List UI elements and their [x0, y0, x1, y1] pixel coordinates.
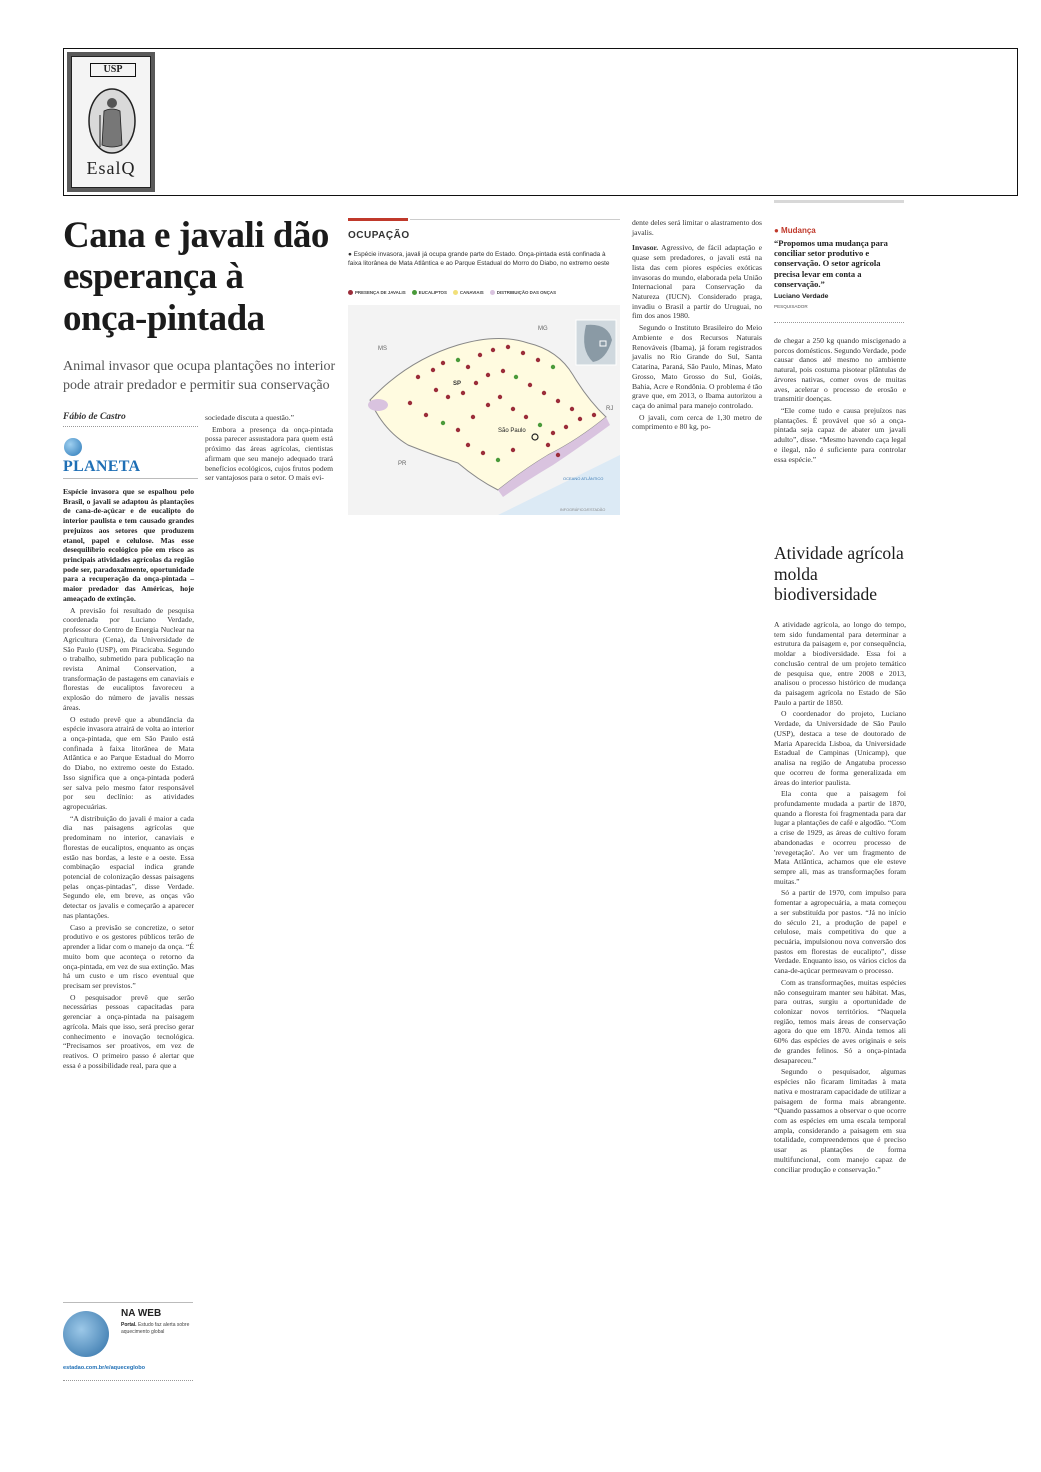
- boar-presence-dot: [570, 407, 574, 411]
- pull-quote: “Propomos uma mudança para conciliar setor produtivo e conservação. O setor agrícola precisa levar em conta a conservação.”: [774, 238, 888, 289]
- section-label: PLANETA: [63, 458, 141, 475]
- map-label-mg: MG: [538, 326, 548, 332]
- boar-presence-dot: [408, 401, 412, 405]
- map-caption: ● Espécie invasora, javali já ocupa grande parte do Estado. Onça-pintada está confinada à faixa litorânea de Mata Atlântica e ao Parque Estadual do Morro do Diabo, no extremo oeste: [348, 251, 610, 267]
- boar-presence-dot: [441, 361, 445, 365]
- boar-presence-dot: [551, 431, 555, 435]
- boar-presence-dot: [538, 423, 542, 427]
- logo-esalq-text: EsalQ: [86, 158, 136, 178]
- boar-presence-dot: [542, 391, 546, 395]
- boar-presence-dot: [501, 369, 505, 373]
- sao-paulo-map: [348, 305, 620, 515]
- boar-presence-dot: [506, 345, 510, 349]
- web-heading: NA WEB: [121, 1308, 162, 1319]
- boar-presence-dot: [511, 407, 515, 411]
- map-label-pr: PR: [398, 461, 407, 467]
- boar-presence-dot: [434, 388, 438, 392]
- paragraph: A atividade agrícola, ao longo do tempo, tem sido fundamental para determinar a estrutura da paisagem e, por consequência, moldar a biodiversidade. Essa foi a conclusão central de um projeto temático de pesquisa que, entre 2008 e 2013, analisou o processo histórico de mudança da paisagem agrícola no Estado de São Paulo a partir de 1850.: [774, 620, 906, 707]
- boar-presence-dot: [546, 443, 550, 447]
- byline: Fábio de Castro: [63, 412, 126, 422]
- boar-presence-dot: [486, 403, 490, 407]
- article-column-4: [774, 336, 906, 466]
- boar-presence-dot: [556, 399, 560, 403]
- article-title: Cana e javali dão esperança à onça-pintada: [63, 215, 329, 339]
- boar-presence-dot: [478, 353, 482, 357]
- divider: [63, 1380, 193, 1381]
- map-title: OCUPAÇÃO: [348, 230, 410, 241]
- boar-presence-dot: [498, 395, 502, 399]
- paragraph: “A distribuição do javali é maior a cada dia nas paisagens agrícolas que predominam no interior, canaviais e florestas de eucaliptos, enquanto as onças estão nas bordas, a leste e a oeste. Essa combinação espacial indica grande potencial de colonização dessas paisagens pelas onças-pintadas”, disse Verdade. Segundo ele, em breve, as onças vão detectar os javalis e começarão a aparecer nas plantações.: [63, 813, 194, 920]
- boar-presence-dot: [551, 365, 555, 369]
- jaguar-range-west: [368, 399, 388, 411]
- map-legend: [348, 290, 623, 295]
- emblem-icon: [86, 85, 138, 161]
- boar-presence-dot: [441, 421, 445, 425]
- paragraph: Só a partir de 1970, com impulso para fomentar a agropecuária, a mata começou a ser substituída por pastos. “Já no início do século 21, a produção de papel e celulose, mais competitiva do que a pecuária, impulsionou nova conversão dos pastos em florestas de eucalipto”, disse Verdade. Enquanto isso, os vários ciclos da cana-de-açúcar permeavam o processo.: [774, 888, 906, 976]
- map-accent-bar: [348, 218, 408, 221]
- quote-author: Luciano Verdade: [774, 293, 829, 300]
- web-image: [63, 1311, 109, 1357]
- boar-presence-dot: [456, 358, 460, 362]
- paragraph: “Ele come tudo e causa prejuízos nas plantações. É provável que só a onça-pintada seja capaz de abater um javali adulto”, disse. “Mesmo havendo caça legal e ilegal, não é suficiente para controlar essa espécie.”: [774, 406, 906, 464]
- paragraph: Invasor. Agressivo, de fácil adaptação e quase sem predadores, o javali está na lista das cem piores espécies exóticas invasoras do mundo, elaborada pela União Internacional para Conservação da Natureza (IUCN). Considerado praga, invadiu o Brasil a partir do Uruguai, no fim dos anos 1980.: [632, 243, 762, 321]
- logo-usp-text: USP: [90, 63, 136, 77]
- map-label-ocean: OCEANO ATLÂNTICO: [563, 476, 604, 481]
- boar-presence-dot: [416, 375, 420, 379]
- legend-item: EUCALIPTOS: [412, 290, 447, 295]
- boar-presence-dot: [481, 451, 485, 455]
- boar-presence-dot: [564, 425, 568, 429]
- esalq-logo: [67, 52, 155, 192]
- boar-presence-dot: [466, 365, 470, 369]
- boar-presence-dot: [528, 383, 532, 387]
- boar-presence-dot: [431, 368, 435, 372]
- paragraph: O coordenador do projeto, Luciano Verdade, da Universidade de São Paulo (USP), destaca a tese de doutorado de Maria Aparecida Lisboa, da Universidade Estadual de Campinas (Unicamp), que analisa na região de Angatuba processo que ocorreu de forma generalizada em áreas do interior paulista.: [774, 709, 906, 787]
- quote-label: ● Mudança: [774, 226, 816, 235]
- paragraph: Com as transformações, muitas espécies não conseguiram manter seu hábitat. Mas, para outras, surgiu a oportunidade de colonizar novos territórios. “Naquela região, temos mais áreas de conservação agora do que em 1870. Ainda temos ali 60% das espécies de aves originais e seis de grandes felinos. Só a onça-pintada desapareceu.”: [774, 977, 906, 1065]
- paragraph: sociedade discuta a questão.”: [205, 413, 294, 422]
- paragraph: dente deles será limitar o alastramento dos javalis.: [632, 218, 762, 237]
- quote-role: PESQUISADOR: [774, 304, 808, 309]
- web-link[interactable]: estadao.com.br/e/aqueceglobo: [63, 1365, 146, 1371]
- paragraph: de chegar a 250 kg quando miscigenado a porcos domésticos. Segundo Verdade, pode causar danos até mesmo no ambiente natural, pois costuma pisotear plântulas de árvores nativas, comer ovos de muitas aves, acelerar o processo de erosão e transmitir doenças.: [774, 336, 906, 404]
- paragraph: Ela conta que a paisagem foi profundamente mudada a partir de 1870, quando a floresta foi fragmentada para dar lugar a plantações de café e algodão. “Com a crise de 1929, as áreas de cultivo foram abandonadas e ocorreu processo de 'revegetação'. Ao ver um fragmento de Mata Atlântica, achamos que ele esteve sempre ali, mas as transformações foram muitas.”: [774, 789, 906, 886]
- map-credit: INFOGRÁFICO/ESTADÃO: [560, 508, 606, 512]
- legend-item: CANAVIAIS: [453, 290, 484, 295]
- paragraph: O estudo prevê que a abundância da espécie invasora atrairá de volta ao interior a onça-pintada, que em São Paulo está confinada à faixa litorânea de Mata Atlântica e ao Parque Estadual do Morro do Diabo, no extremo oeste do Estado. Isso significa que a onça-pintada poderá ser salva pelo mesmo fator responsável por seu declínio: as atividades agropecuárias.: [63, 714, 194, 811]
- header-frame: [63, 48, 1018, 196]
- boar-presence-dot: [592, 413, 596, 417]
- boar-presence-dot: [556, 453, 560, 457]
- article-subtitle: Animal invasor que ocupa plantações no interior pode atrair predador e permitir sua conservação: [63, 359, 336, 393]
- boar-presence-dot: [424, 413, 428, 417]
- divider: [774, 322, 904, 323]
- divider: [63, 426, 198, 427]
- paragraph: O pesquisador prevê que serão necessárias pessoas capacitadas para gerenciar a onça-pintada na paisagem agrícola. Mais que isso, será preciso gerar conhecimento e inovação tecnológica. “Precisamos ser proativos, em vez de reativos. O primeiro passo é alertar que essa é a possibilidade real, para que a: [63, 992, 194, 1070]
- divider: [63, 1302, 193, 1303]
- boar-presence-dot: [474, 381, 478, 385]
- article-column-3: [632, 218, 762, 434]
- boar-presence-dot: [524, 415, 528, 419]
- boar-presence-dot: [446, 395, 450, 399]
- boar-presence-dot: [471, 415, 475, 419]
- boar-presence-dot: [511, 448, 515, 452]
- legend-item: PRESENÇA DE JAVALIS: [348, 290, 406, 295]
- web-teaser: Portal. Estudo faz alerta sobre aquecimento global: [121, 1322, 190, 1335]
- boar-presence-dot: [578, 417, 582, 421]
- quote-accent-bar: [774, 200, 904, 203]
- paragraph: O javali, com cerca de 1,30 metro de comprimento e 80 kg, po-: [632, 412, 762, 432]
- sidebar-title: Atividade agrícola molda biodiversidade: [774, 543, 904, 605]
- sidebar-article: [774, 620, 906, 1176]
- map-label-rj: RJ: [606, 406, 614, 412]
- article-lead: Espécie invasora que se espalhou pelo Brasil, o javali se adaptou às plantações de cana-de-açúcar e de eucalipto do interior paulista e tem causado grandes prejuízos aos setores que produzem etanol, papel e celulose. Mas esse desequilíbrio ecológico põe em risco as principais atividades agrícolas da região pode ser, paradoxalmente, oportunidade para a recuperação da onça-pintada – maior predador das Américas, hoje ameaçado de extinção.: [63, 487, 194, 603]
- article-column-2: [205, 413, 333, 485]
- paragraph: Caso a previsão se concretize, o setor produtivo e os gestores públicos terão de aprender a lidar com o manejo da onça. “É muito bom que aconteça o retorno da onça-pintada, em vez de sua extinção. Mas há um custo e um risco eventual que precisam ser previstos.”: [63, 922, 194, 990]
- boar-presence-dot: [496, 458, 500, 462]
- divider: [63, 478, 198, 479]
- paragraph: Embora a presença da onça-pintada possa parecer assustadora para quem está próximo das áreas agrícolas, cientistas afirmam que seu manejo adequado trará benefícios ecológicos, cujos frutos podem ser vantajosos para o setor. O mais evi-: [205, 424, 333, 483]
- paragraph: Segundo o pesquisador, algumas espécies não ficaram limitadas à mata nativa e mostraram capacidade de utilizar a paisagem de forma mais abrangente. “Quando passamos a observar o que ocorre com as espécies em uma escala temporal ampla, considerando a paisagem em sua totalidade, compreendemos que é preciso usar as plantações de forma multifuncional, com manejo capaz de conciliar produção e conservação.”: [774, 1067, 906, 1174]
- paragraph: A previsão foi resultado de pesquisa coordenada por Luciano Verdade, professor do Centro de Energia Nuclear na Agricultura (Cena), da Universidade de São Paulo (USP), em Piracicaba. Segundo o trabalho, submetido para publicação na revista Animal Conservation, a transformação de pastagens em canaviais e florestas de eucaliptos favoreceu a explosão do número de javalis nessas áreas.: [63, 605, 194, 712]
- boar-presence-dot: [461, 391, 465, 395]
- map-label-ms: MS: [378, 346, 387, 352]
- boar-presence-dot: [514, 375, 518, 379]
- paragraph: Segundo o Instituto Brasileiro do Meio Ambiente e dos Recursos Naturais Renováveis (Ibama), já foram registrados javalis no Rio Grande do Sul, Santa Catarina, Paraná, São Paulo, Minas, Mato Grosso, Mato Grosso do Sul, Goiás, Bahia, Acre e Rondônia. O problema é tão grave que, em 2013, o Ibama autorizou a caça do animal para manejo controlado.: [632, 323, 762, 410]
- boar-presence-dot: [536, 358, 540, 362]
- boar-presence-dot: [466, 443, 470, 447]
- map-label-sp: SP: [453, 381, 462, 387]
- article-column-1: [63, 487, 194, 1072]
- boar-presence-dot: [456, 428, 460, 432]
- subhead: Invasor.: [632, 243, 659, 253]
- boar-presence-dot: [521, 351, 525, 355]
- legend-item: DISTRIBUIÇÃO DAS ONÇAS: [490, 290, 556, 295]
- map-label-city: São Paulo: [498, 428, 526, 434]
- globe-icon: [64, 438, 82, 456]
- divider: [410, 219, 620, 220]
- boar-presence-dot: [491, 348, 495, 352]
- boar-presence-dot: [486, 373, 490, 377]
